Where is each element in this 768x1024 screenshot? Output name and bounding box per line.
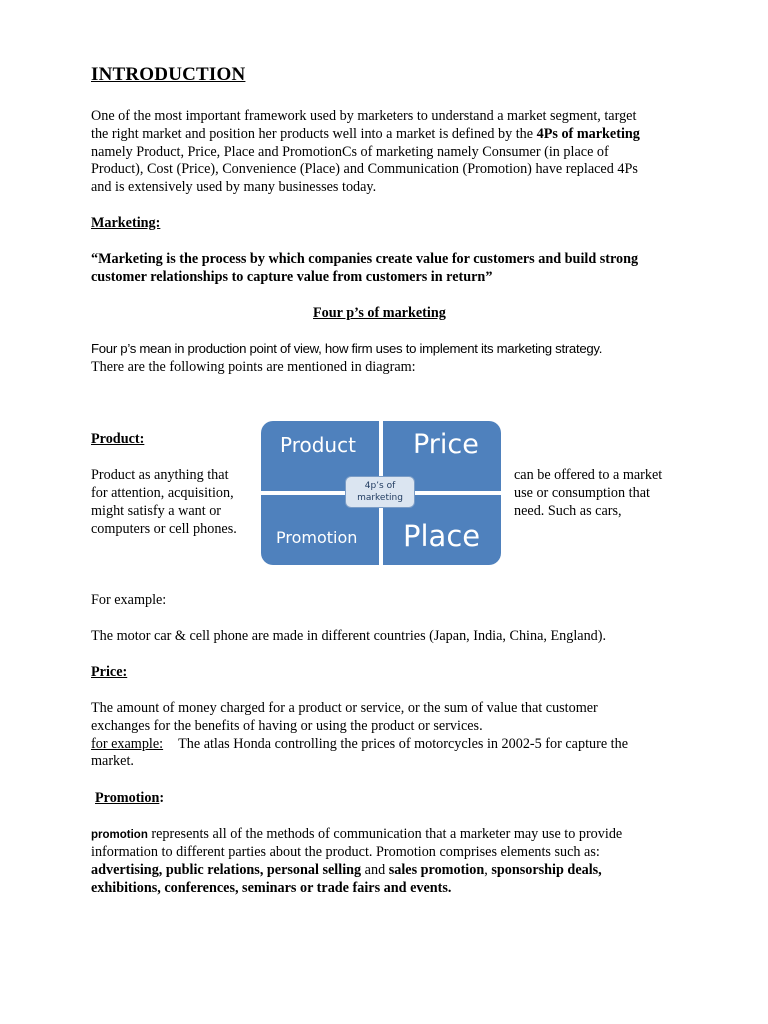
diagram-promotion-label: Promotion [276,528,358,547]
diagram-center-line: 4p’s of [364,481,396,491]
diagram-place-label: Place [403,519,481,553]
four-ps-line: Four p’s mean in production point of view, how firm uses to implement its marketing strategy. [91,341,603,356]
price-heading: Price: [91,664,128,680]
promotion-heading-text: Promotion [95,790,160,806]
promotion-line [91,861,602,879]
four-ps-line: There are the following points are mentioned in diagram: [91,359,416,375]
intro-line [91,125,640,143]
promotion-word: promotion [91,829,148,841]
promotion-heading-colon: : [159,790,165,806]
example-text: The motor car & cell phone are made in different countries (Japan, India, China, England). [91,628,607,644]
four-ps-diagram [261,421,501,565]
promotion-line: information to different parties about the product. Promotion comprises elements such as: [91,844,600,860]
promotion-heading [95,789,164,807]
diagram-product-label: Product [280,433,356,457]
intro-line: One of the most important framework used by marketers to understand a market segment, target [91,108,637,124]
price-line: The amount of money charged for a product or service, or the sum of value that customer [91,700,598,716]
page-title: INTRODUCTION [91,64,246,85]
marketing-quote-line: customer relationships to capture value from customers in return” [91,269,493,285]
promotion-line: exhibitions, conferences, seminars or trade fairs and events. [91,880,452,896]
diagram-price-label: Price [413,429,479,460]
promotion-text: and [361,862,389,878]
intro-line: namely Product, Price, Place and PromotionCs of marketing namely Consumer (in place of [91,144,609,160]
intro-bold-term: 4Ps of marketing [536,126,640,142]
product-text-left: computers or cell phones. [91,521,237,537]
price-line: market. [91,753,134,769]
four-ps-heading: Four p’s of marketing [313,305,446,321]
intro-line: and is extensively used by many businesses today. [91,179,377,195]
price-example-line [91,735,628,753]
promotion-bold-term: sales promotion [388,862,485,878]
intro-line: Product), Cost (Price), Convenience (Place) and Communication (Promotion) have replaced 4Ps [91,161,638,177]
marketing-quote-line: “Marketing is the process by which companies create value for customers and build strong [91,251,639,267]
product-text-right: can be offered to a market [514,467,663,483]
product-text-left: Product as anything that [91,467,229,483]
intro-text: the right market and position her products well into a market is defined by the [91,126,537,142]
promotion-text: represents all of the methods of communication that a marketer may use to provide [147,826,623,842]
product-text-right: need. Such as cars, [514,503,622,519]
promotion-text: , [484,862,492,878]
product-heading: Product: [91,431,145,447]
product-text-left: might satisfy a want or [91,503,222,519]
diagram-center-line: marketing [357,493,403,503]
example-label: For example: [91,592,167,608]
price-example-text: The atlas Honda controlling the prices of motorcycles in 2002-5 for capture the [178,736,629,752]
promotion-line [91,825,622,844]
product-text-right: use or consumption that [514,485,650,501]
product-text-left: for attention, acquisition, [91,485,234,501]
price-line: exchanges for the benefits of having or using the product or services. [91,718,483,734]
promotion-bold-term: sponsorship deals, [491,862,602,878]
price-example-label: for example: [91,736,164,752]
marketing-heading: Marketing: [91,215,161,231]
promotion-bold-term: advertising, public relations, personal selling [91,862,362,878]
diagram-center-box [345,476,415,508]
